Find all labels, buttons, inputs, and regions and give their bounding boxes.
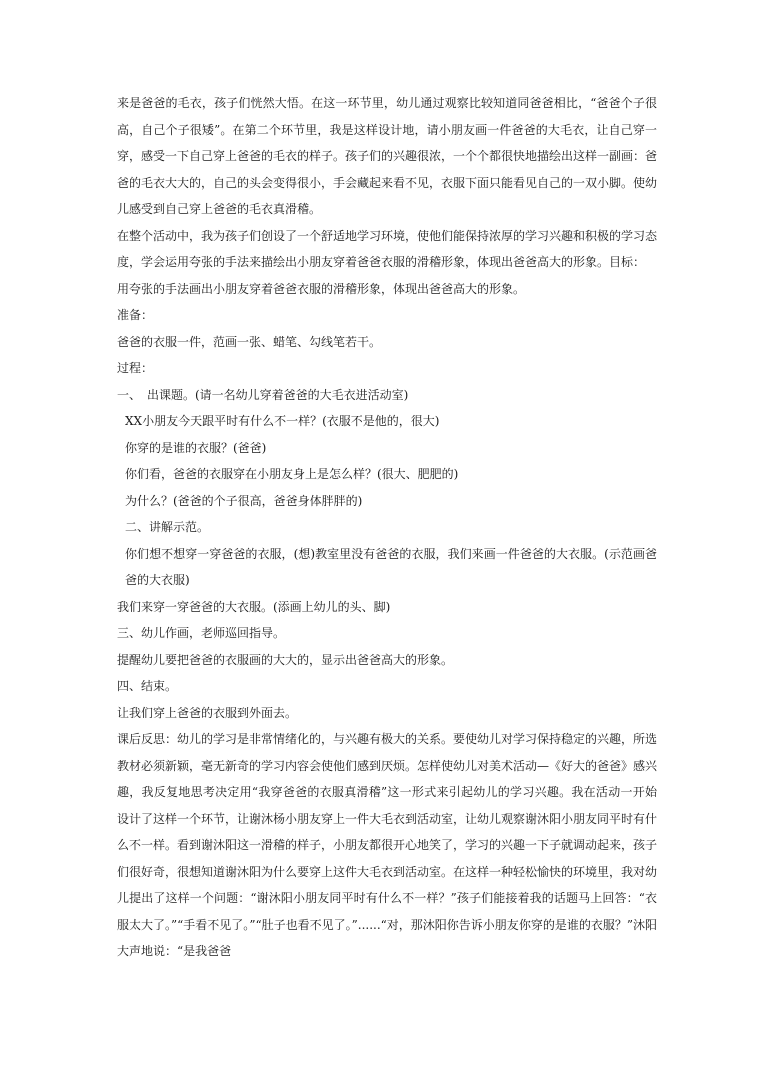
section-heading-preparation: 准备：: [117, 308, 154, 322]
process-step-3: 三、幼儿作画，老师巡回指导。: [117, 626, 286, 640]
process-question: XX小朋友今天跟平时有什么不一样？(衣服不是他的，很大): [125, 414, 440, 428]
paragraph: 我们来穿一穿爸爸的大衣服。(添画上幼儿的头、脚): [117, 599, 391, 614]
process-step-1: 一、 出课题。(请一名幼儿穿着爸爸的大毛衣进活动室): [117, 387, 409, 402]
process-question: 你们看，爸爸的衣服穿在小朋友身上是怎么样？(很大、肥肥的): [125, 467, 459, 481]
paragraph: 提醒幼儿要把爸爸的衣服画的大大的，显示出爸爸高大的形象。: [117, 652, 454, 667]
process-step-4: 四、结束。: [117, 679, 178, 693]
paragraph: 在整个活动中，我为孩子们创设了一个舒适地学习环境，使他们能保持浓厚的学习兴趣和积极的学习态度，学会运用夸张的手法来描绘出小朋友穿着爸爸衣服的滑稽形象，体现出爸爸高大的形象。目标：: [117, 228, 658, 269]
reflection-text: 课后反思：幼儿的学习是非常情绪化的，与兴趣有极大的关系。要使幼儿对学习保持稳定的兴趣，所选教材必须新颖，毫无新奇的学习内容会使他们感到厌烦。怎样使幼儿对美术活动—《好大的爸爸》感兴趣，我反复地思考决定用“我穿爸爸的衣服真滑稽”这一形式来引起幼儿的学习兴趣。我在活动一开始设计了这样一个环节，让谢沐杨小朋友穿上一件大毛衣到活动室，让幼儿观察谢沐阳小朋友同平时有什么不一样。看到谢沐阳这一滑稽的样子，小朋友都很开心地笑了，学习的兴趣一下子就调动起来，孩子们很好奇，很想知道谢沐阳为什么要穿上这件大毛衣到活动室。在这样一种轻松愉快的环境里，我对幼儿提出了这样一个问题：“谢沐阳小朋友同平时有什么不一样？”孩子们能接着我的话题马上回答：“衣服太大了。”“手看不见了。”“肚子也看不见了。”......“对，那沐阳你告诉小朋友你穿的是谁的衣服？”沐阳大声地说：“是我爸爸: [117, 732, 658, 958]
process-question: 你穿的是谁的衣服？(爸爸): [125, 440, 267, 455]
paragraph: 你们想不想穿一穿爸爸的衣服，(想)教室里没有爸爸的衣服，我们来画一件爸爸的大衣服。(示范画爸爸的大衣服): [125, 546, 657, 587]
section-heading-process: 过程：: [117, 361, 154, 375]
preparation-text: 爸爸的衣服一件，范画一张、蜡笔、勾线笔若干。: [117, 334, 382, 349]
objective-text: 用夸张的手法画出小朋友穿着爸爸衣服的滑稽形象，体现出爸爸高大的形象。: [117, 281, 526, 296]
paragraph: 让我们穿上爸爸的衣服到外面去。: [117, 705, 298, 720]
process-question: 为什么？(爸爸的个子很高，爸爸身体胖胖的): [125, 493, 363, 508]
process-step-2: 二、讲解示范。: [125, 520, 210, 534]
document-body: [117, 90, 657, 965]
paragraph: 来是爸爸的毛衣，孩子们恍然大悟。在这一环节里，幼儿通过观察比较知道同爸爸相比，“爸爸个子很高，自己个子很矮”。在第二个环节里，我是这样设计地，请小朋友画一件爸爸的大毛衣，让自己穿一穿，感受一下自己穿上爸爸的毛衣的样子。孩子们的兴趣很浓，一个个都很快地描绘出这样一副画：爸爸的毛衣大大的，自己的头会变得很小，手会藏起来看不见，衣服下面只能看见自己的一双小脚。使幼儿感受到自己穿上爸爸的毛衣真滑稽。: [117, 96, 658, 216]
